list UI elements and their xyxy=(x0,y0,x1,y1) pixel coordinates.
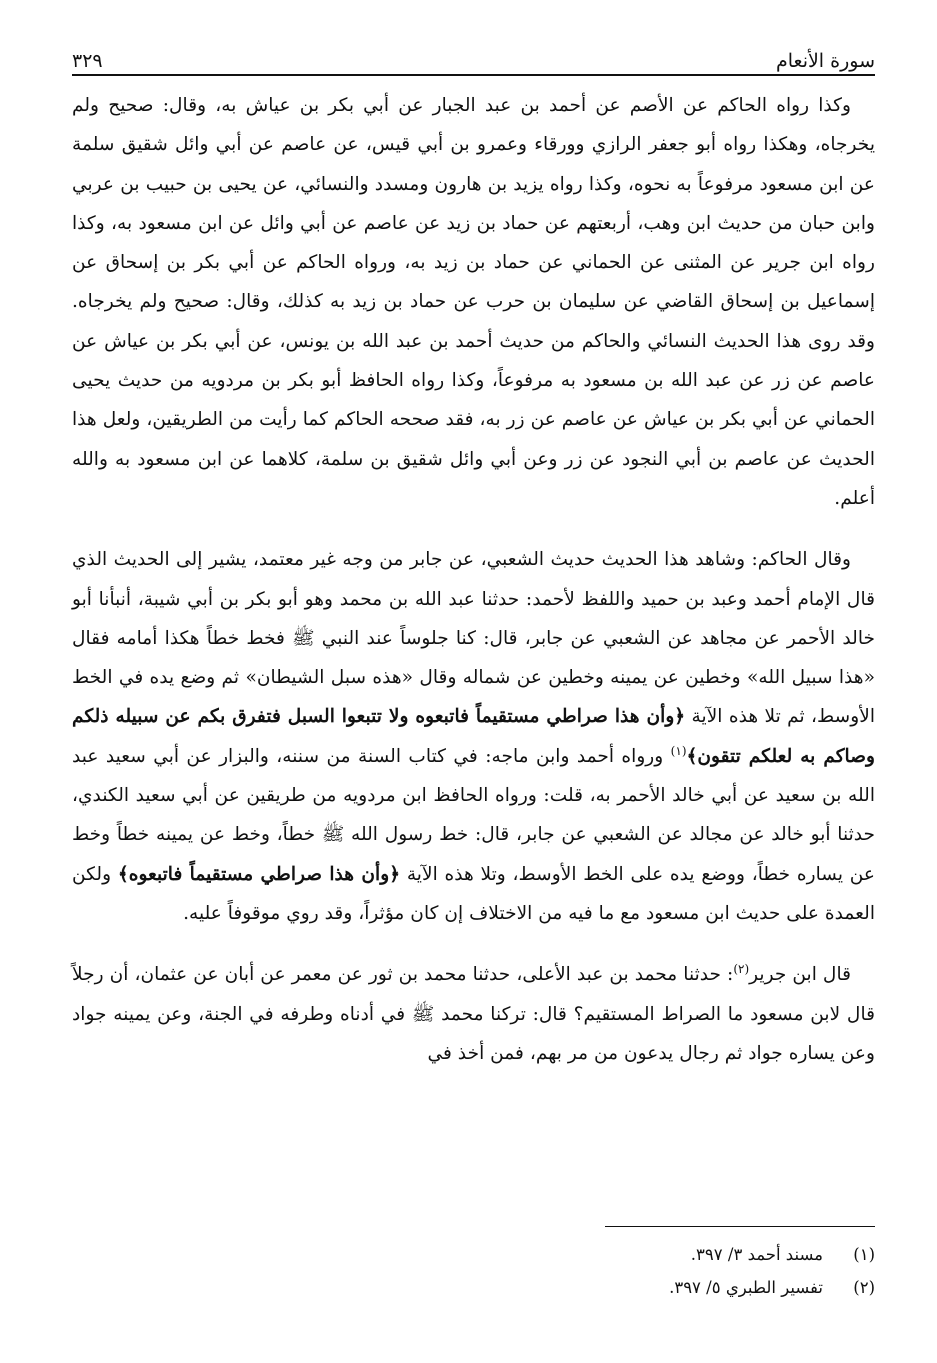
surah-title: سورة الأنعام xyxy=(775,50,875,72)
footnote-1-text: مسند أحمد ٣/ ٣٩٧. xyxy=(690,1245,823,1264)
quran-verse-1: ﴿وأن هذا صراطي مستقيماً فاتبعوه ولا تتبعوا السبل فتفرق بكم عن سبيله ذلكم وصاكم به لعلكم تتقون﴾ xyxy=(72,706,875,767)
footnote-ref-1: (١) xyxy=(670,743,687,758)
paragraph-2-text-c: ولكن العمدة على حديث ابن مسعود مع ما فيه من الاختلاف إن كان مؤثراً، وقد روي موقوفاً عليه. xyxy=(72,863,875,924)
footnote-ref-2: (٢) xyxy=(733,962,750,977)
paragraph-2-text-a: وقال الحاكم: وشاهد هذا الحديث حديث الشعبي، عن جابر من وجه غير معتمد، يشير إلى الحديث الذي قال الإمام أحمد وعبد بن حميد واللفظ لأحمد: حدثنا عبد الله بن محمد وهو أبو بكر بن أبي شيبة، أنبأنا أبو خالد الأحمر عن مجاهد عن الشعبي عن جابر، قال: كنا جلوساً عند النبي ﷺ فخط خطاً هكذا أمامه فقال «هذا سبيل الله» وخطين عن يمينه وخطين عن شماله وقال «هذه سبل الشيطان» ثم وضع يده في الخط الأوسط، ثم تلا هذه الآية xyxy=(72,549,875,728)
page-number: ٣٢٩ xyxy=(72,50,103,72)
footnote-1 xyxy=(72,1238,875,1271)
paragraph-3-text-b: : حدثنا محمد بن عبد الأعلى، حدثنا محمد بن ثور عن معمر عن أبان عن عثمان، أن رجلاً قال لابن مسعود ما الصراط المستقيم؟ قال: تركنا محمد ﷺ في أدناه وطرفه في الجنة، وعن يمينه جواد وعن يساره جواد ثم رجال يدعون من مر بهم، فمن أخذ في xyxy=(72,964,875,1064)
paragraph-2 xyxy=(72,540,875,933)
paragraph-2-text-b: ورواه أحمد وابن ماجه: في كتاب السنة من سننه، والبزار عن أبي سعيد عبد الله بن سعيد عن أبي خالد الأحمر به، قلت: ورواه الحافظ ابن مردويه من طريقين عن أبي سعيد الكندي، حدثنا أبو خالد عن مجالد عن الشعبي عن جابر، قال: خط رسول الله ﷺ خطاً، وخط عن يمينه خطاً وخط عن يساره خطاً، ووضع يده على الخط الأوسط، وتلا هذه الآية xyxy=(72,745,875,885)
footnotes xyxy=(72,1238,875,1304)
quran-verse-2: ﴿وأن هذا صراطي مستقيماً فاتبعوه﴾ xyxy=(117,863,401,885)
footnote-1-number: (١) xyxy=(853,1245,875,1264)
footnote-divider xyxy=(605,1226,875,1227)
paragraph-3 xyxy=(72,955,875,1073)
paragraph-1-text: وكذا رواه الحاكم عن الأصم عن أحمد بن عبد الجبار عن أبي بكر بن عياش به، وقال: صحيح ولم يخرجاه، وهكذا رواه أبو جعفر الرازي وورقاء وعمرو بن أبي قيس، عن عاصم عن أبي وائل شقيق سلمة عن ابن مسعود مرفوعاً به نحوه، وكذا رواه يزيد بن هارون ومسدد والنسائي، عن يحيى بن حبيب بن عربي وابن حبان من حديث ابن وهب، أربعتهم عن حماد بن زيد عن عاصم عن أبي وائل عن ابن مسعود به، وكذا رواه ابن جرير عن المثنى عن الحماني عن حماد بن زيد به، ورواه الحاكم عن أبي بكر بن إسحاق عن إسماعيل بن إسحاق القاضي عن سليمان بن حرب عن حماد بن زيد به كذلك، وقال: صحيح ولم يخرجاه. وقد روى هذا الحديث النسائي والحاكم من حديث أحمد بن عبد الله بن يونس، عن أبي بكر بن عياش عن عاصم عن زر عن عبد الله بن مسعود به مرفوعاً، وكذا رواه الحافظ أبو بكر بن مردويه من حديث يحيى الحماني عن أبي بكر بن عياش عن عاصم عن زر به، فقد صححه الحاكم كما رأيت من الطريقين، ولعل هذا الحديث عن عاصم بن أبي النجود عن زر وعن أبي وائل شقيق بن سلمة، كلاهما عن ابن مسعود به والله أعلم. xyxy=(72,95,876,509)
paragraph-3-text-a: قال ابن جرير xyxy=(749,964,851,986)
footnote-2-text: تفسير الطبري ٥/ ٣٩٧. xyxy=(669,1278,823,1297)
header-divider xyxy=(72,74,875,76)
main-text xyxy=(72,86,875,1073)
footnote-2-number: (٢) xyxy=(853,1278,875,1297)
footnote-2 xyxy=(72,1271,875,1304)
running-header xyxy=(72,38,875,72)
paragraph-1 xyxy=(72,86,875,518)
